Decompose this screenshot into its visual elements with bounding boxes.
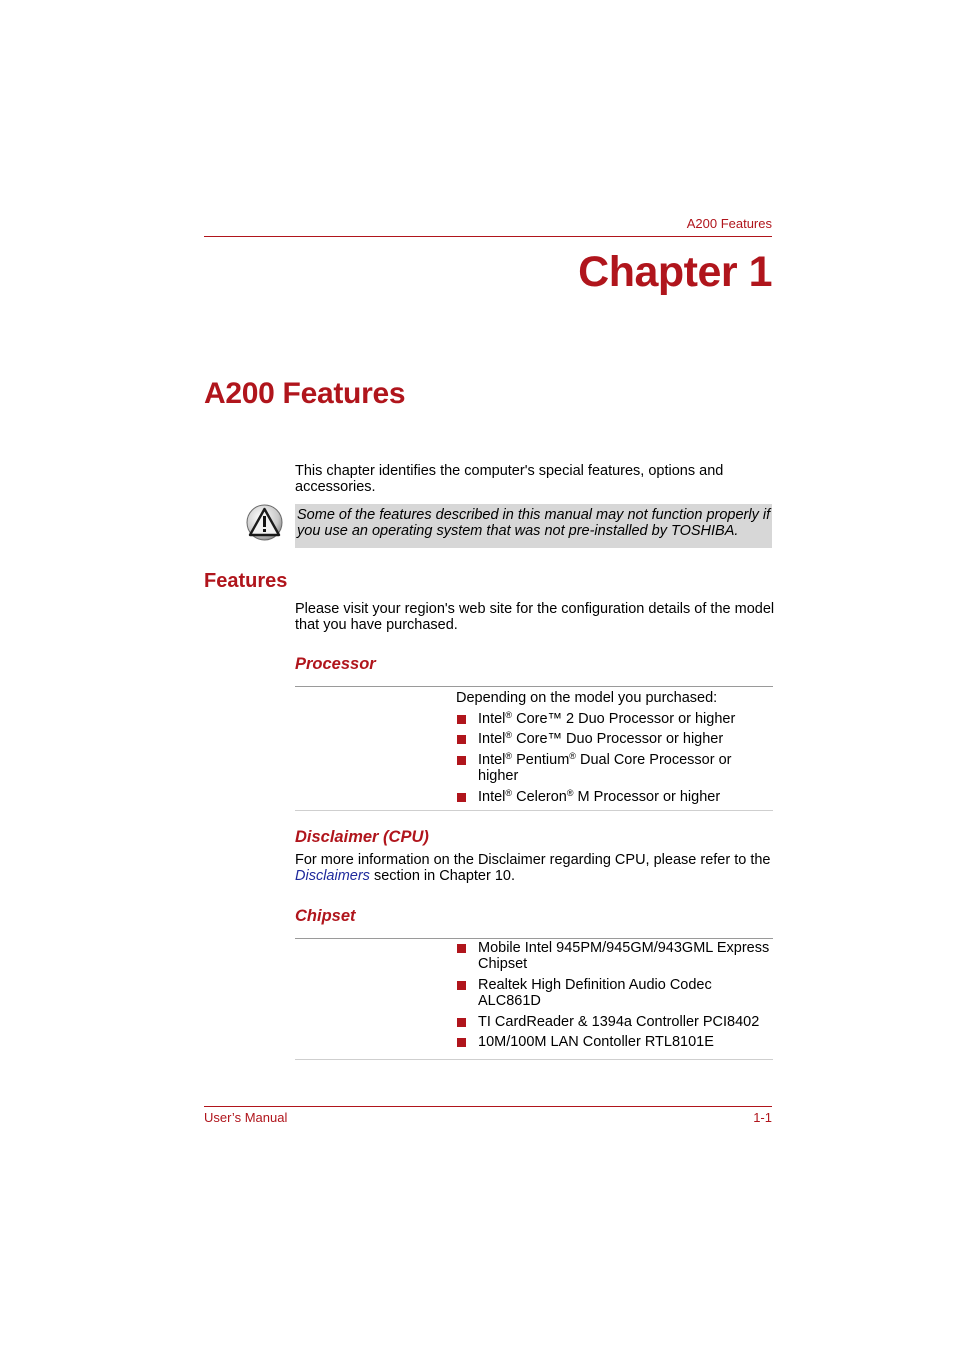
bullet-square-icon — [457, 1038, 466, 1047]
header-rule — [204, 236, 772, 237]
page-number: 1-1 — [753, 1110, 772, 1125]
footer-manual-title: User’s Manual — [204, 1110, 288, 1125]
warning-note-text: Some of the features described in this manual may not function properly if you use an operating system that was not pre-installed by TOSHIBA. — [297, 507, 771, 539]
chipset-table-top-rule — [295, 938, 773, 939]
disclaimer-heading: Disclaimer (CPU) — [295, 828, 429, 846]
warning-triangle-icon — [246, 504, 283, 541]
bullet-square-icon — [457, 793, 466, 802]
disclaimer-paragraph: For more information on the Disclaimer regarding CPU, please refer to the Disclaimers section in Chapter 10. — [295, 852, 771, 884]
chapter-label: Chapter 1 — [578, 248, 772, 296]
bullet-square-icon — [457, 756, 466, 765]
processor-table-top-rule — [295, 686, 773, 687]
bullet-square-icon — [457, 735, 466, 744]
processor-table-bottom-rule — [295, 810, 773, 811]
bullet-square-icon — [457, 944, 466, 953]
features-heading: Features — [204, 570, 288, 592]
footer-rule — [204, 1106, 772, 1107]
features-paragraph: Please visit your region's web site for the configuration details of the model that you have purchased. — [295, 601, 775, 633]
disclaimers-link[interactable]: Disclaimers — [295, 868, 370, 884]
section-title: A200 Features — [204, 377, 406, 410]
chipset-table-bottom-rule — [295, 1059, 773, 1060]
intro-paragraph: This chapter identifies the computer's special features, options and accessories. — [295, 463, 724, 495]
running-header: A200 Features — [686, 216, 772, 231]
chipset-heading: Chipset — [295, 907, 356, 925]
bullet-square-icon — [457, 715, 466, 724]
processor-heading: Processor — [295, 655, 376, 673]
bullet-square-icon — [457, 1018, 466, 1027]
processor-lead: Depending on the model you purchased: — [456, 690, 718, 706]
bullet-square-icon — [457, 981, 466, 990]
